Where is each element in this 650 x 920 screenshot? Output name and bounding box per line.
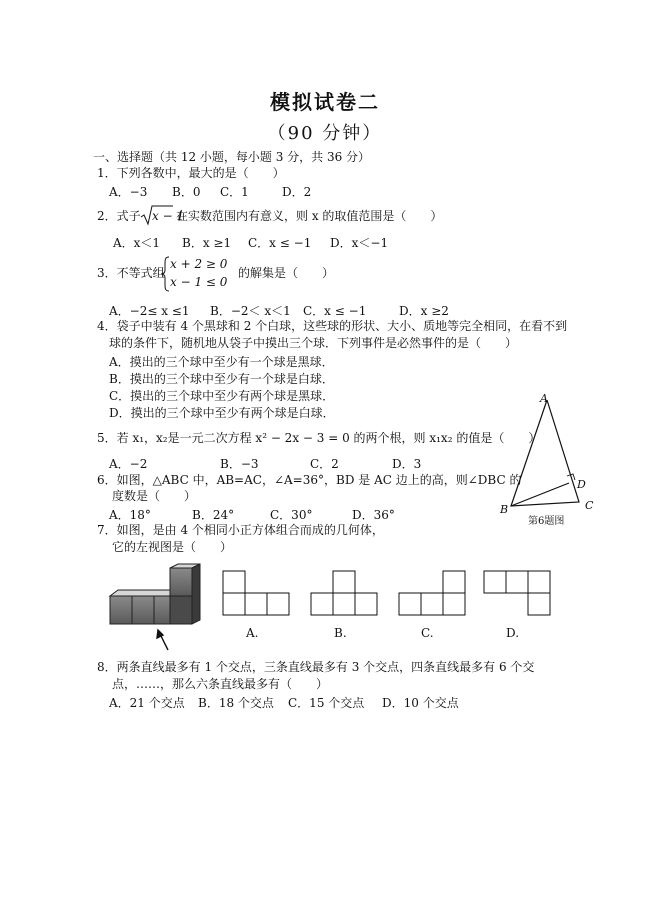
q3-stem-post: 的解集是（ ）: [238, 266, 335, 280]
q2-option-c: C．x ≤ −1: [248, 236, 312, 250]
page-title: 模拟试卷二: [270, 90, 380, 114]
vertex-label-c: C: [585, 499, 594, 512]
q6-option-d: D．36°: [352, 508, 395, 522]
q4-option-b: B．摸出的三个球中至少有一个球是白球．: [109, 372, 334, 386]
q8-option-b: B．18 个交点: [198, 696, 274, 710]
q3-option-b: B．−2＜ x＜1: [210, 304, 291, 318]
brace-icon: [160, 256, 170, 292]
section-heading: 一、选择题（共 12 小题，每小题 3 分，共 36 分）: [93, 150, 371, 164]
q3-option-d: D．x ≥2: [399, 304, 449, 318]
q5-stem: 5．若 x₁，x₂是一元二次方程 x² − 2x − 3 = 0 的两个根，则 x₁x₂ 的值是（ ）: [97, 431, 541, 445]
q8-stem-line2: 点，……，那么六条直线最多有（ ）: [112, 677, 329, 691]
q7-stem-line2: 它的左视图是（ ）: [112, 540, 233, 554]
q5-option-c: C．2: [310, 457, 339, 471]
exam-duration: （90 分钟）: [267, 123, 383, 144]
q8-option-a: A．21 个交点: [109, 696, 185, 710]
q2-option-d: D．x＜−1: [330, 236, 389, 250]
q4-stem-line1: 4．袋子中装有 4 个黑球和 2 个白球，这些球的形状、大小、质地等完全相同，在看不到: [97, 319, 568, 333]
q4-option-d: D．摸出的三个球中至少有两个球是白球．: [109, 406, 335, 420]
q2-option-a: A．x＜1: [113, 236, 161, 250]
q8-option-d: D．10 个交点: [382, 696, 459, 710]
q5-option-d: D．3: [392, 457, 422, 471]
q4-stem-line2: 球的条件下，随机地从袋子中摸出三个球．下列事件是必然事件的是（ ）: [109, 336, 518, 350]
q7-stem-line1: 7．如图，是由 4 个相同小正方体组合而成的几何体，: [97, 523, 384, 537]
q7-option-b-label: B.: [334, 626, 347, 640]
q1-option-b: B．0: [172, 185, 201, 199]
q7-option-d-label: D.: [506, 626, 520, 640]
q7-option-d-view: [481, 568, 553, 618]
q3-stem-pre: 3．不等式组: [97, 266, 165, 280]
cubes-solid-figure: [104, 564, 204, 652]
q7-option-a-label: A.: [246, 626, 259, 640]
q6-option-a: A．18°: [109, 508, 151, 522]
q7-option-c-view: [396, 568, 468, 618]
q6-stem-line1: 6．如图，△ABC 中，AB=AC，∠A=36°，BD 是 AC 边上的高，则∠DBC 的: [97, 473, 522, 487]
q5-option-b: B．−3: [220, 457, 259, 471]
q1-option-c: C．1: [220, 185, 249, 199]
q2-stem-pre: 2．式子: [97, 209, 141, 223]
vertex-label-b: B: [500, 503, 509, 516]
figure-caption: 第6题图: [528, 516, 565, 527]
q3-inequality-2: x − 1 ≤ 0: [170, 275, 228, 289]
q4-option-a: A．摸出的三个球中至少有一个球是黑球．: [109, 355, 334, 369]
q6-option-c: C．30°: [270, 508, 313, 522]
q3-inequality-1: x + 2 ≥ 0: [170, 257, 228, 271]
q7-option-b-view: [308, 568, 380, 618]
q7-option-c-label: C.: [421, 626, 434, 640]
vertex-label-a: A: [540, 392, 548, 405]
q8-option-c: C．15 个交点: [288, 696, 365, 710]
q6-stem-line2: 度数是（ ）: [112, 489, 197, 503]
q1-option-a: A．−3: [109, 185, 148, 199]
q1-option-d: D．2: [282, 185, 312, 199]
q8-stem-line1: 8．两条直线最多有 1 个交点，三条直线最多有 3 个交点，四条直线最多有 6 个交: [97, 660, 535, 674]
q6-option-b: B．24°: [192, 508, 235, 522]
q2-stem-post: 在实数范围内有意义，则 x 的取值范围是（ ）: [176, 209, 443, 223]
q1-stem: 1．下列各数中，最大的是（ ）: [97, 166, 285, 180]
q3-option-a: A．−2≤ x ≤1: [109, 304, 190, 318]
q2-option-b: B．x ≥1: [182, 236, 232, 250]
vertex-label-d: D: [577, 478, 586, 491]
q5-option-a: A．−2: [109, 457, 148, 471]
q7-option-a-view: [220, 568, 292, 618]
triangle-abc-edges: [511, 400, 579, 506]
q4-option-c: C．摸出的三个球中至少有两个球是黑球．: [109, 389, 335, 403]
q2-radicand: x − 1: [152, 209, 185, 223]
q3-option-c: C．x ≤ −1: [303, 304, 367, 318]
